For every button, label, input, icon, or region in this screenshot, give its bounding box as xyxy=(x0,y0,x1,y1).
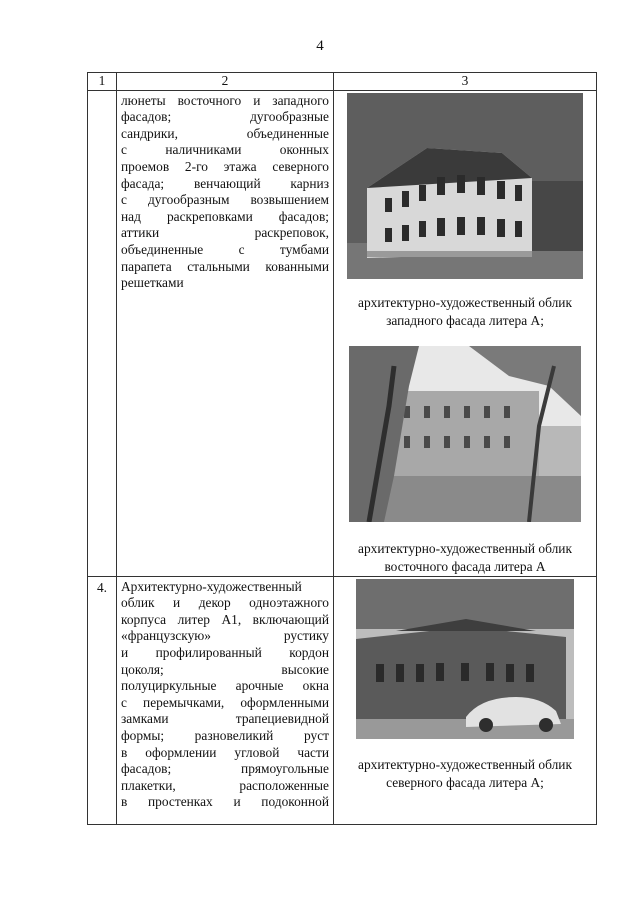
column-header-1: 1 xyxy=(88,73,117,91)
north-facade-photo xyxy=(356,579,574,739)
text-line: «французскую» рустику xyxy=(121,628,329,644)
east-facade-caption-line: архитектурно-художественный облик xyxy=(358,540,572,556)
text-line: и профилированный кордон xyxy=(121,644,329,660)
text-line: фасада; венчающий карниз xyxy=(121,175,329,191)
text-line: объединенные с тумбами xyxy=(121,241,329,257)
table-header-row xyxy=(88,73,597,91)
row-number: 4. xyxy=(96,579,108,595)
column-header-2: 2 xyxy=(117,73,334,91)
east-facade-photo xyxy=(349,346,581,522)
text-line: фасадов; прямоугольные xyxy=(121,761,329,777)
row-number-cell xyxy=(88,90,117,576)
illustration-cell xyxy=(334,576,597,824)
text-line: люнеты восточного и западного xyxy=(121,92,329,108)
west-facade-image xyxy=(347,93,583,279)
description-text xyxy=(117,577,333,811)
column-header-3: 3 xyxy=(334,73,597,91)
west-facade-caption-line: архитектурно-художественный облик xyxy=(358,294,572,310)
text-line: в оформлении угловой части xyxy=(121,744,329,760)
table-row xyxy=(88,90,597,576)
north-facade-image xyxy=(356,579,574,739)
page-number: 4 xyxy=(316,38,324,54)
text-line: полуциркульные арочные окна xyxy=(121,678,329,694)
north-facade-caption-line: северного фасада литера А; xyxy=(386,774,544,790)
table-row xyxy=(88,576,597,824)
text-line: проемов 2-го этажа северного xyxy=(121,158,329,174)
text-line: над раскреповками фасадов; xyxy=(121,208,329,224)
objects-table xyxy=(87,72,597,825)
east-facade-image xyxy=(349,346,581,522)
text-line: цоколя; высокие xyxy=(121,661,329,677)
north-facade-caption-line: архитектурно-художественный облик xyxy=(358,756,572,772)
text-line: с дугообразным возвышением xyxy=(121,192,329,208)
text-line: парапета стальными кованными xyxy=(121,258,329,274)
text-line: корпуса литер А1, включающий xyxy=(121,611,329,627)
description-text xyxy=(117,91,333,292)
text-line: формы; разновеликий руст xyxy=(121,727,329,743)
text-line: фасадов; дугообразные xyxy=(121,109,329,125)
text-line: с наличниками оконных xyxy=(121,142,329,158)
row-number-cell xyxy=(88,576,117,824)
text-line: сандрики, объединенные xyxy=(121,125,329,141)
text-line: в простенках и подоконной xyxy=(121,794,329,810)
text-line: облик и декор одноэтажного xyxy=(121,595,329,611)
west-facade-caption-line: западного фасада литера А; xyxy=(386,312,544,328)
text-line: плакетки, расположенные xyxy=(121,777,329,793)
west-facade-photo xyxy=(347,93,583,279)
text-line: аттики раскреповок, xyxy=(121,225,329,241)
east-facade-caption-line: восточного фасада литера А xyxy=(384,558,546,574)
text-line: с перемычками, оформленными xyxy=(121,694,329,710)
description-cell xyxy=(117,90,334,576)
illustration-cell xyxy=(334,90,597,576)
text-line: решетками xyxy=(121,275,184,291)
text-line: замками трапециевидной xyxy=(121,711,329,727)
description-cell xyxy=(117,576,334,824)
text-line: Архитектурно-художественный xyxy=(121,578,302,594)
